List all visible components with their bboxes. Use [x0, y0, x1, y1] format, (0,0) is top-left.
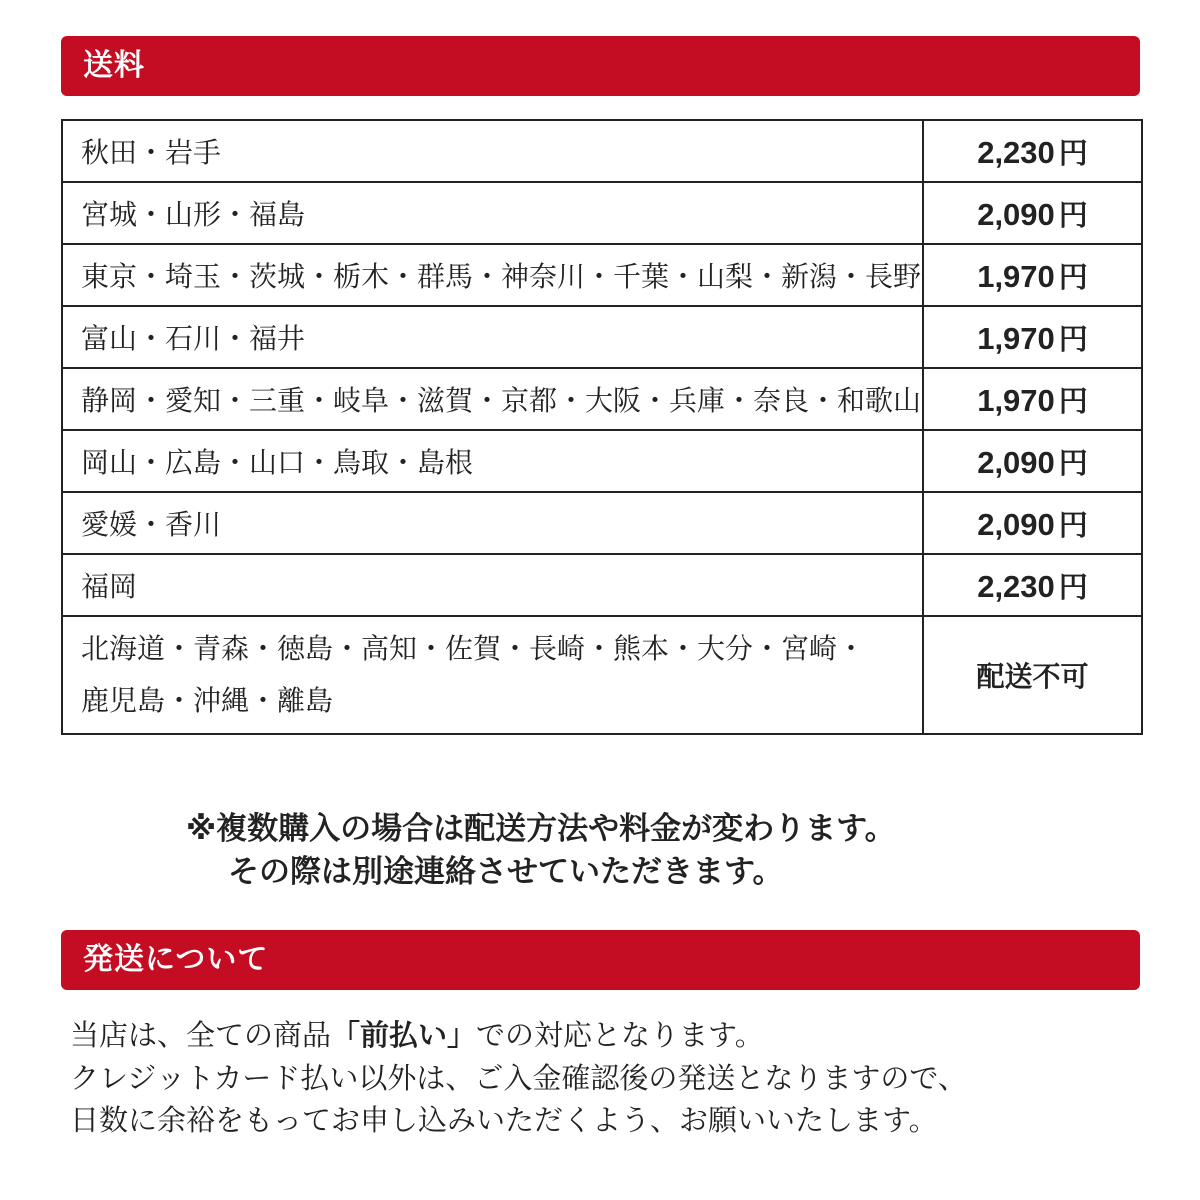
status-cell: 配送不可: [923, 616, 1142, 734]
table-row: [62, 244, 1142, 306]
about-text-after: での対応となります。: [476, 1018, 764, 1052]
price-unit: 円: [1058, 383, 1088, 418]
price-cell: [923, 306, 1142, 368]
price-unit: 円: [1058, 135, 1088, 170]
shipping-fee-table: [61, 119, 1143, 735]
table-row: [62, 554, 1142, 616]
region-cell: 岡山・広島・山口・鳥取・島根: [62, 430, 923, 492]
price-cell: [923, 554, 1142, 616]
region-cell: 愛媛・香川: [62, 492, 923, 554]
shipping-fee-header-title: 送料: [83, 48, 145, 83]
price-cell: [923, 492, 1142, 554]
note-line-2: その際は別途連絡させていただきます。: [228, 854, 784, 890]
price-unit: 円: [1058, 507, 1088, 542]
region-line-1: 北海道・青森・徳島・高知・佐賀・長崎・熊本・大分・宮崎・: [81, 632, 866, 665]
price-cell: [923, 244, 1142, 306]
about-shipping-header: [61, 930, 1140, 990]
table-row: [62, 306, 1142, 368]
price-value: 1,970: [977, 258, 1055, 294]
price-value: 2,090: [977, 506, 1055, 542]
region-cell: 富山・石川・福井: [62, 306, 923, 368]
table-row: [62, 368, 1142, 430]
price-unit: 円: [1058, 259, 1088, 294]
region-line-2: 鹿児島・沖縄・離島: [81, 684, 334, 717]
table-row: [62, 492, 1142, 554]
price-unit: 円: [1058, 197, 1088, 232]
about-shipping-header-title: 発送について: [83, 942, 269, 977]
about-text-line-1: [70, 1013, 764, 1054]
about-text-emphasis: 「前払い」: [331, 1018, 477, 1052]
price-unit: 円: [1058, 321, 1088, 356]
region-cell: 静岡・愛知・三重・岐阜・滋賀・京都・大阪・兵庫・奈良・和歌山: [62, 368, 923, 430]
about-text-before: 当店は、全ての商品: [70, 1018, 332, 1052]
shipping-fee-header: [61, 36, 1140, 96]
table-row: [62, 430, 1142, 492]
table-row: [62, 182, 1142, 244]
region-cell: 宮城・山形・福島: [62, 182, 923, 244]
price-value: 1,970: [977, 382, 1055, 418]
note-line-1: ※複数購入の場合は配送方法や料金が変わります。: [186, 811, 896, 847]
region-cell: 福岡: [62, 554, 923, 616]
price-value: 2,230: [977, 134, 1055, 170]
price-cell: [923, 368, 1142, 430]
price-value: 1,970: [977, 320, 1055, 356]
price-value: 2,090: [977, 444, 1055, 480]
price-cell: [923, 120, 1142, 182]
about-text-line-3: 日数に余裕をもってお申し込みいただくよう、お願いいたします。: [70, 1103, 938, 1137]
price-value: 2,230: [977, 568, 1055, 604]
region-cell: [62, 616, 923, 734]
price-cell: [923, 430, 1142, 492]
table-row-unavailable: [62, 616, 1142, 734]
price-unit: 円: [1058, 569, 1088, 604]
region-cell: 東京・埼玉・茨城・栃木・群馬・神奈川・千葉・山梨・新潟・長野: [62, 244, 923, 306]
region-cell: 秋田・岩手: [62, 120, 923, 182]
price-value: 2,090: [977, 196, 1055, 232]
price-cell: [923, 182, 1142, 244]
price-unit: 円: [1058, 445, 1088, 480]
table-row: [62, 120, 1142, 182]
about-text-line-2: クレジットカード払い以外は、ご入金確認後の発送となりますので、: [70, 1061, 967, 1095]
